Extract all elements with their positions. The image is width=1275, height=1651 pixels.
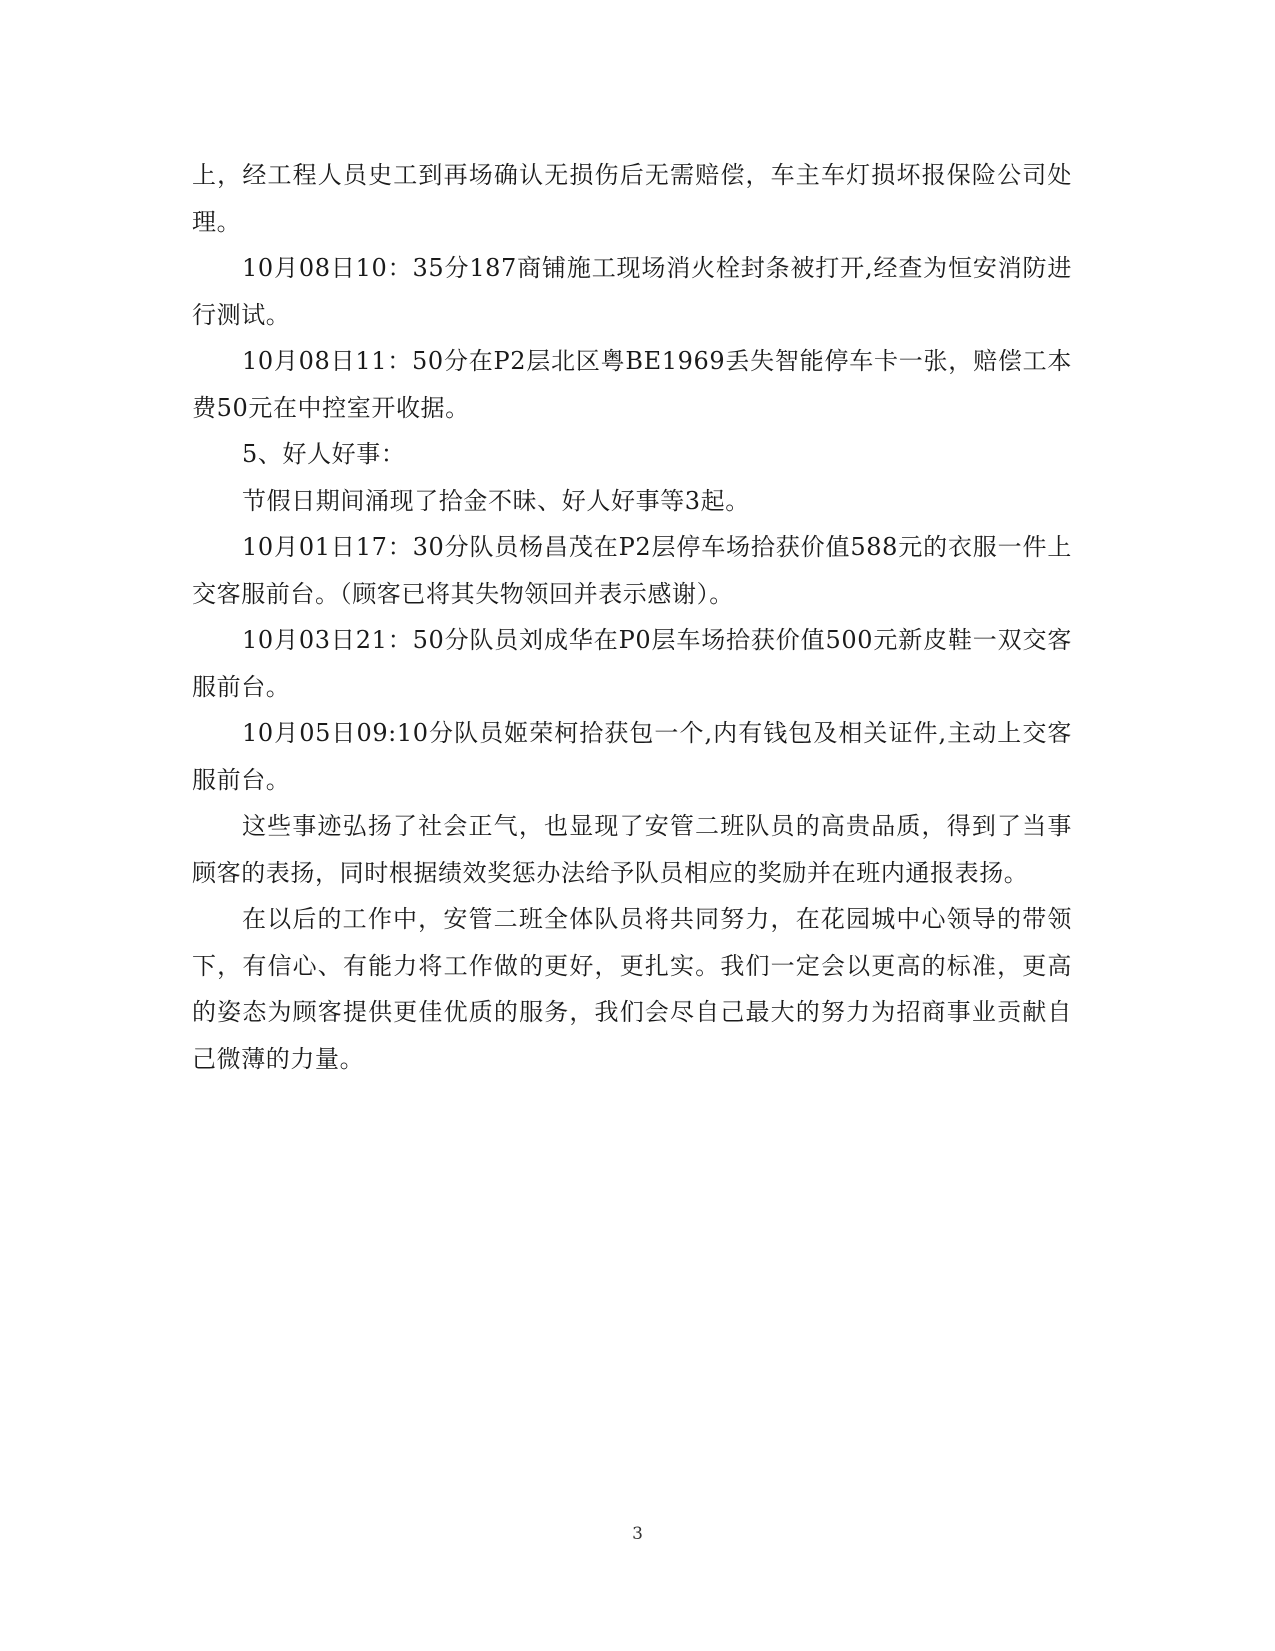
paragraph-good-deed-3: 10月05日09:10分队员姬荣柯拾获包一个,内有钱包及相关证件,主动上交客服前台。 <box>192 719 1072 794</box>
paragraph-good-deed-2: 10月03日21：50分队员刘成华在P0层车场拾获价值500元新皮鞋一双交客服前台。 <box>192 626 1072 701</box>
paragraph-good-deeds-summary: 节假日期间涌现了拾金不昧、好人好事等3起。 <box>242 486 750 515</box>
paragraph-continuation: 上，经工程人员史工到再场确认无损伤后无需赔偿，车主车灯损坏报保险公司处理。 <box>192 161 1072 236</box>
document-body <box>192 152 1072 1082</box>
paragraph-parking-card-incident: 10月08日11：50分在P2层北区粤BE1969丢失智能停车卡一张，赔偿工本费50元在中控室开收据。 <box>192 347 1072 422</box>
paragraph-closing: 在以后的工作中，安管二班全体队员将共同努力，在花园城中心领导的带领下，有信心、有能力将工作做的更好，更扎实。我们一定会以更高的标准，更高的姿态为顾客提供更佳优质的服务，我们会尽自己最大的努力为招商事业贡献自己微薄的力量。 <box>192 905 1072 1073</box>
section-heading-good-deeds: 5、好人好事： <box>242 440 406 468</box>
paragraph-commendation: 这些事迹弘扬了社会正气，也显现了安管二班队员的高贵品质，得到了当事顾客的表扬，同时根据绩效奖惩办法给予队员相应的奖励并在班内通报表扬。 <box>192 812 1072 887</box>
paragraph-hydrant-incident: 10月08日10：35分187商铺施工现场消火栓封条被打开,经查为恒安消防进行测试。 <box>192 254 1072 329</box>
page-number: 3 <box>632 1524 643 1544</box>
paragraph-good-deed-1: 10月01日17：30分队员杨昌茂在P2层停车场拾获价值588元的衣服一件上交客服前台。（顾客已将其失物领回并表示感谢）。 <box>192 533 1072 608</box>
